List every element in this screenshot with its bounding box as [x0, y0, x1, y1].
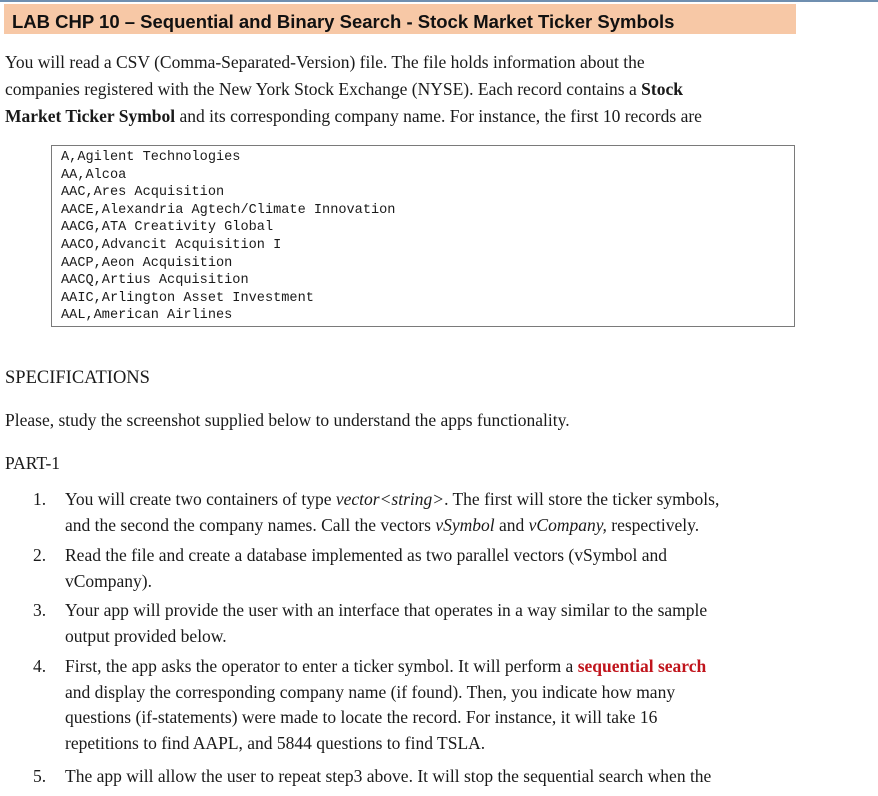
highlight-sequential-search: sequential search [577, 656, 707, 676]
title-banner [4, 4, 796, 34]
intro-line-1: You will read a CSV (Comma-Separated-Version) file. The file holds information about the [5, 52, 645, 72]
item-text: Your app will provide the user with an interface that operates in a way similar to the sample [65, 600, 708, 620]
item-text: vCompany). [65, 570, 153, 591]
item-text: questions (if-statements) were made to locate the record. For instance, it will take 16 [65, 707, 658, 727]
intro-line-3 [5, 104, 702, 129]
intro-bold-ticker: Market Ticker Symbol [5, 106, 176, 126]
record-line: AACG,ATA Creativity Global [61, 220, 274, 236]
record-line: AAIC,Arlington Asset Investment [61, 290, 314, 306]
record-line: AAL,American Airlines [61, 308, 233, 324]
item-text: repetitions to find AAPL, and 5844 questions to find TSLA. [65, 732, 486, 753]
record-line: A,Agilent Technologies [61, 150, 241, 165]
intro-line-3-text: and its corresponding company name. For instance, the first 10 records are [175, 106, 702, 126]
page-title: LAB CHP 10 – Sequential and Binary Search - Stock Market Ticker Symbols [12, 11, 675, 32]
item-text: and the second the company names. Call the vectors [65, 514, 436, 535]
item-text: First, the app asks the operator to enter a ticker symbol. It will perform a [65, 656, 578, 676]
list-number: 2. [33, 545, 47, 565]
record-line: AACE,Alexandria Agtech/Climate Innovation [61, 202, 396, 218]
specifications-heading: SPECIFICATIONS [5, 368, 150, 388]
item-text: and [494, 514, 529, 535]
list-number: 5. [33, 766, 47, 786]
item-text: and display the corresponding company name (if found). Then, you indicate how many [65, 681, 676, 702]
record-line: AACQ,Artius Acquisition [61, 273, 249, 289]
list-number: 1. [33, 489, 47, 509]
list-number: 4. [33, 656, 47, 676]
record-line: AAC,Ares Acquisition [61, 185, 225, 201]
item-italic: vector<string> [335, 489, 445, 509]
item-text: output provided below. [65, 625, 227, 646]
record-line: AACP,Aeon Acquisition [61, 255, 233, 271]
top-border [0, 0, 878, 2]
item-text: Read the file and create a database implemented as two parallel vectors (vSymbol and [65, 545, 668, 565]
item-italic: vCompany, [528, 514, 607, 535]
part-label: PART-1 [5, 453, 61, 473]
specifications-text: Please, study the screenshot supplied below to understand the apps functionality. [5, 410, 570, 430]
records-code-box [51, 145, 795, 327]
intro-line-2-text: companies registered with the New York Stock Exchange (NYSE). Each record contains a [5, 79, 637, 99]
record-line: AA,Alcoa [61, 167, 127, 183]
list-number: 3. [33, 600, 47, 620]
item-italic: vSymbol [435, 514, 495, 535]
item-text: respectively. [606, 514, 700, 535]
item-text: . The first will store the ticker symbols, [444, 489, 720, 509]
item-text: You will create two containers of type [65, 489, 336, 509]
record-line: AACO,Advancit Acquisition I [61, 238, 282, 253]
intro-line-2 [5, 77, 683, 102]
item-text: The app will allow the user to repeat step3 above. It will stop the sequential search when the [65, 766, 712, 786]
intro-bold-stock: Stock [641, 79, 683, 99]
